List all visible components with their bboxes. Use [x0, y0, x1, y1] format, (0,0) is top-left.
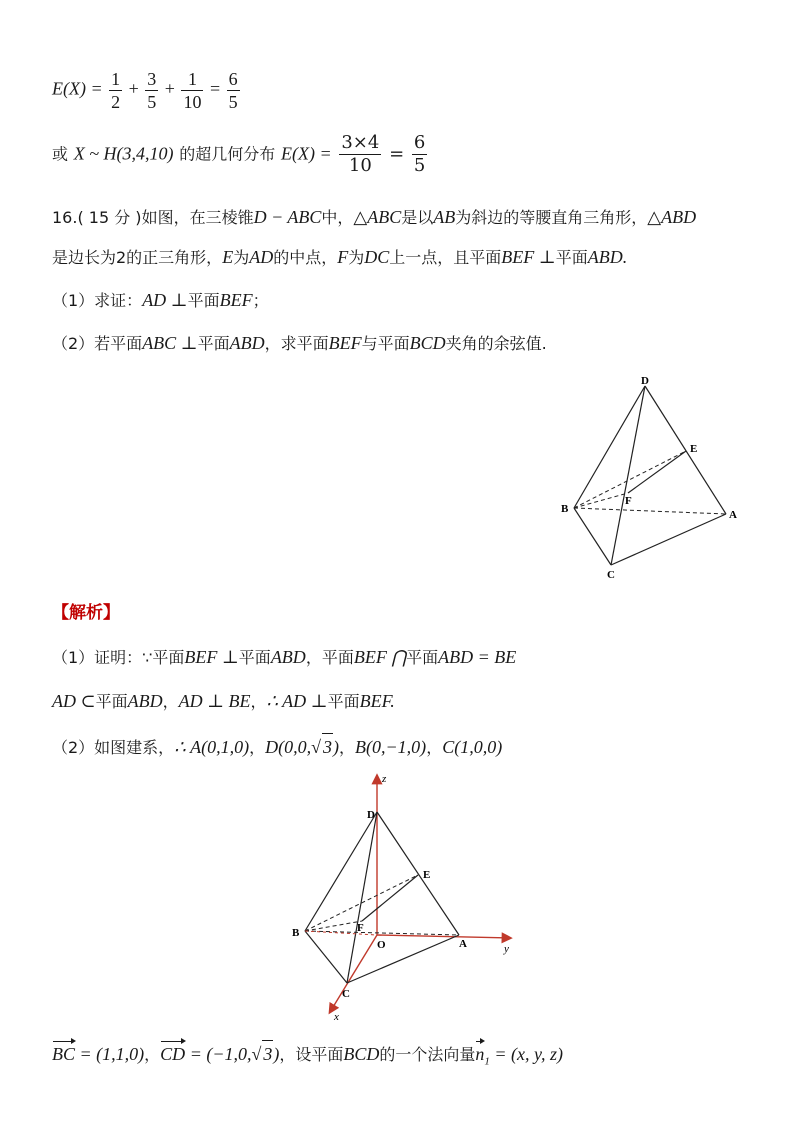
vector-bc: BC: [52, 1041, 75, 1067]
label-y: y: [504, 943, 509, 955]
edge-ca: [611, 514, 726, 565]
equals-sign: =: [389, 143, 405, 165]
fraction-a: $\frac{3\times 4}{10}$: [341, 132, 380, 176]
vector-cd: CD: [160, 1041, 185, 1067]
plus-sign: +: [128, 78, 139, 99]
coordinate-figure: [288, 768, 524, 1026]
distribution: X ~ H(3,4,10): [73, 143, 174, 164]
fraction-2: $\frac{3}{5}$: [147, 69, 157, 112]
edge-ba-hidden: [574, 508, 726, 514]
problem-line-2: 是边长为2的正三角形，E为AD的中点，F为DC上一点，且平面BEF ⊥平面ABD.: [52, 247, 628, 267]
expectation-lhs: E(X) =: [280, 143, 332, 164]
formula-lhs: E(X) =: [52, 78, 103, 99]
label-f: F: [625, 495, 632, 507]
fraction-b: $\frac{6}{5}$: [413, 132, 426, 176]
normal-vector: n: [475, 1041, 484, 1067]
edge-da: [645, 386, 726, 514]
problem-line-1: 16.( 15 分 )如图，在三棱锥D − ABC中，△ABC是以AB为斜边的等腰直角三角形，△ABD: [52, 207, 697, 227]
label-d: D: [367, 809, 375, 821]
plus-sign: +: [164, 78, 175, 99]
edge-ca: [347, 935, 459, 983]
hypergeometric-line: [52, 132, 429, 177]
edge-bf-hidden: [305, 921, 362, 931]
question-2: （2）若平面ABC ⊥平面ABD，求平面BEF与平面BCD夹角的余弦值.: [52, 333, 547, 353]
edge-bc: [305, 931, 347, 983]
edge-da: [377, 812, 459, 935]
edge-bc: [574, 508, 611, 565]
edge-fe: [628, 451, 686, 493]
label-a: A: [459, 938, 467, 950]
vector-line: BC = (1,1,0)，CD = (−1,0,√ 3)，设平面BCD的一个法向量$n_1 = (x$, y, z): [52, 1040, 563, 1075]
edge-db: [574, 386, 645, 508]
analysis-line-1: （1）证明：∵平面BEF ⊥平面ABD，平面BEF ⋂平面ABD = BE: [52, 647, 517, 667]
fraction-result: $\frac{6}{5}$: [228, 69, 238, 112]
label-c: C: [342, 988, 350, 1000]
label-e: E: [423, 869, 431, 881]
expectation-formula: [52, 68, 242, 113]
label-b: B: [292, 927, 300, 939]
label-z: z: [382, 773, 387, 785]
label-f: F: [357, 922, 364, 934]
analysis-line-3: （2）如图建系，∴ A(0,1,0)，D(0,0,√ 3)，B(0,−1,0)，C(1,0,0): [52, 733, 502, 761]
edge-dc: [611, 386, 645, 565]
label-c: C: [607, 569, 615, 581]
analysis-line-2: AD ⊂平面ABD，AD ⊥ BE，∴ AD ⊥平面BEF.: [52, 691, 395, 711]
text: 或: [52, 144, 69, 164]
label-o: O: [377, 939, 386, 951]
label-x: x: [334, 1011, 339, 1023]
y-axis: [377, 935, 510, 938]
question-1: （1）求证：AD ⊥平面BEF；: [52, 290, 269, 310]
label-d: D: [641, 375, 649, 387]
edge-ba-hidden: [305, 931, 459, 935]
fraction-3: $\frac{1}{10}$: [183, 69, 202, 112]
edge-fe: [362, 875, 418, 921]
fraction-1: $\frac{1}{2}$: [111, 69, 121, 112]
label-b: B: [561, 503, 569, 515]
analysis-header: 【解析】: [52, 603, 120, 623]
equals-sign: =: [209, 78, 221, 99]
problem-number: 16.( 15 分 ): [52, 208, 142, 227]
label-e: E: [690, 443, 698, 455]
label-a: A: [729, 509, 737, 521]
text: 的超几何分布: [179, 144, 276, 164]
tetrahedron-figure: [540, 368, 760, 588]
